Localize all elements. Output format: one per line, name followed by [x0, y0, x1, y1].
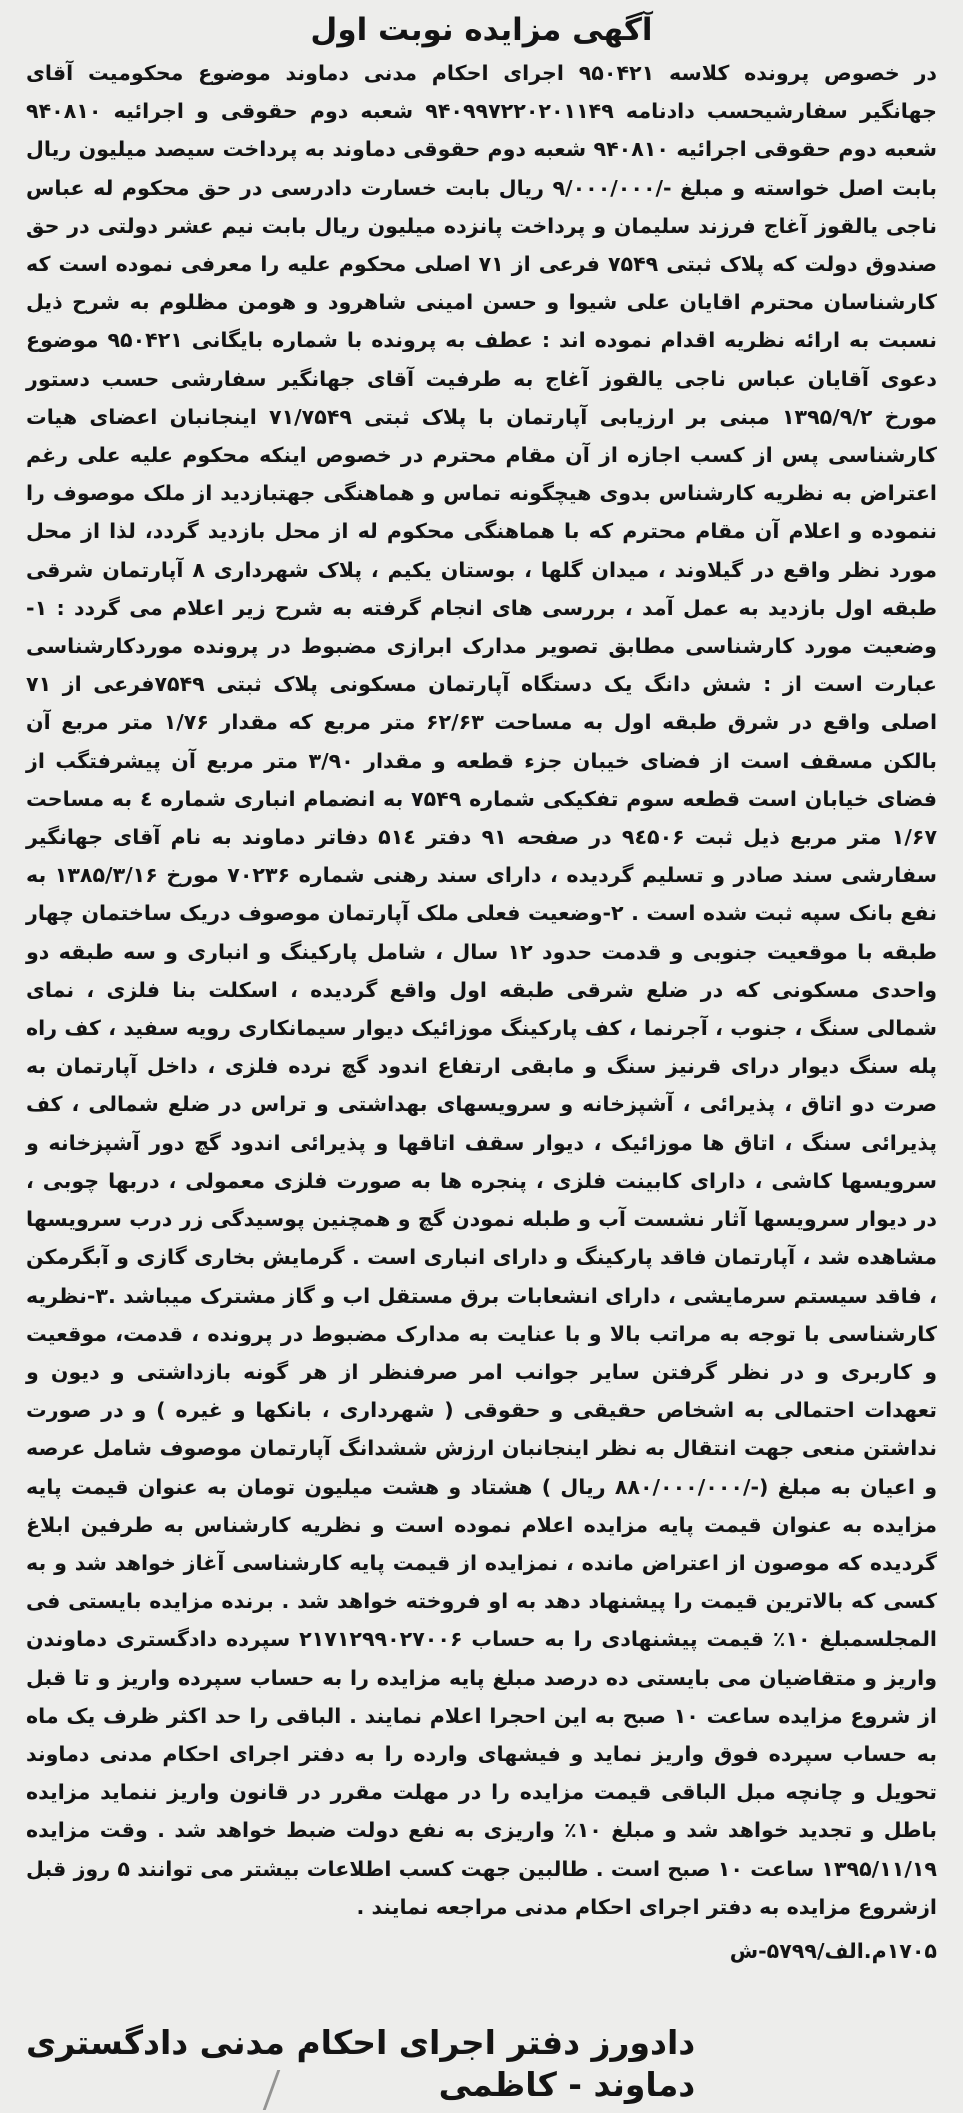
signature-line-1: دادورز دفتر اجرای احکام مدنی دادگستری [26, 2023, 696, 2062]
notice-title: آگهی مزایده نوبت اول [310, 12, 653, 48]
notice-reference: ۱۷۰۵م.الف/۵۷۹۹-ش [729, 1938, 937, 1963]
handwritten-margin-mark [263, 2070, 401, 2110]
notice-body: در خصوص پرونده کلاسه ۹۵۰۴۲۱ اجرای احکام مدنی دماوند موضوع محکومیت آقای جهانگیر سفارشیحسب دادنامه ۹۴۰۹۹۷۲۲۰۲۰۱۱۴۹ شعبه دوم حقوقی و اجرائیه ۹۴۰۸۱۰ شعبه دوم حقوقی اجرائیه ۹۴۰۸۱۰ شعبه دوم حقوقی دماوند به پرداخت سیصد میلیون ریال بابت اصل خواسته و مبلغ -/۹/۰۰۰/۰۰۰ ریال بابت خسارت دادرسی در حق محکوم له عباس ناجی یالقوز آغاج فرزند سلیمان و پرداخت پانزده میلیون ریال بابت نیم عشر دولتی در حق صندوق دولت که پلاک ثبتی ۷۵۴۹ فرعی از ۷۱ اصلی محکوم علیه را معرفی نموده است که کارشناسان محترم اقایان علی شیوا و حسن امینی شاهرود و هومن مظلوم به شرح ذیل نسبت به ارائه نظریه اقدام نموده اند : عطف به پرونده با شماره بایگانی ۹۵۰۴۲۱ موضوع دعوی آقایان عباس ناجی یالقوز آغاج به طرفیت آقای جهانگیر سفارشی حسب دستور مورخ ۱۳۹۵/۹/۲ مبنی بر ارزیابی آپارتمان با پلاک ثبتی ۷۱/۷۵۴۹ اینجانبان اعضای هیات کارشناسی پس از کسب اجازه از آن مقام محترم در خصوص اینکه محکوم علیه علی رغم اعتراض به نظریه کارشناس بدوی هیچگونه تماس و هماهنگی جهتبازدید از ملک موصوف را ننموده و اعلام آن مقام محترم که با هماهنگی محکوم له از محل بازدید گردد، لذا از محل مورد نظر واقع در گیلاوند ، میدان گلها ، بوستان یکیم ، پلاک شهرداری ۸ آپارتمان شرقی طبقه اول بازدید به عمل آمد ، بررسی های انجام گرفته به شرح زیر اعلام می گردد : ۱-وضعیت مورد کارشناسی مطابق تصویر مدارک ابرازی مضبوط در پرونده موردکارشناسی عبارت است از : شش دانگ یک دستگاه آپارتمان مسکونی پلاک ثبتی ۷۵۴۹فرعی از ۷۱ اصلی واقع در شرق طبقه اول به مساحت ۶۲/۶۳ متر مربع که مقدار ۱/۷۶ متر مربع آن بالکن مسقف است از فضای خیبان جزء قطعه و مقدار ۳/۹۰ متر مربع آن پیشرفتگب از فضای خیابان است قطعه سوم تفکیکی شماره ۷۵۴۹ به انضمام انباری شماره ٤ به مساحت ۱/۶۷ متر مربع ذیل ثبت ۹٤۵۰۶ در صفحه ۹۱ دفتر ۵۱٤ دفاتر دماوند به نام آقای جهانگیر سفارشی سند صادر و تسلیم گردیده ، دارای سند رهنی شماره ۷۰۲۳۶ مورخ ۱۳۸۵/۳/۱۶ به نفع بانک سپه ثبت شده است . ۲-وضعیت فعلی ملک آپارتمان موصوف دریک ساختمان چهار طبقه با موقعیت جنوبی و قدمت حدود ۱۲ سال ، شامل پارکینگ و انباری و سه طبقه دو واحدی مسکونی که در ضلع شرقی طبقه اول واقع گردیده ، اسکلت بنا فلزی ، نمای شمالی سنگ ، جنوب ، آجرنما ، کف پارکینگ موزائیک دیوار سیمانکاری رویه سفید ، کف راه پله سنگ دیوار درای قرنیز سنگ و مابقی ارتفاع اندود گچ نرده فلزی ، داخل آپارتمان به صرت دو اتاق ، پذیرائی ، آشپزخانه و سرویسهای بهداشتی و تراس در ضلع شمالی ، کف پذیرائی سنگ ، اتاق ها موزائیک ، دیوار سقف اتاقها و پذیرائی اندود گچ دور آشپزخانه و سرویسها کاشی ، دارای کابینت فلزی ، پنجره ها به صورت فلزی معمولی ، دربها چوبی ، در دیوار سرویسها آثار نشست آب و طبله نمودن گچ و همچنین پوسیدگی زر درب سرویسها مشاهده شد ، آپارتمان فاقد پارکینگ و دارای انباری است . گرمایش بخاری گازی و آبگرمکن ، فاقد سیستم سرمایشی ، دارای انشعابات برق مستقل اب و گاز مشترک میباشد .۳-نظریه کارشناسی با توجه به مراتب بالا و با عنایت به مدارک مضبوط در پرونده ، قدمت، موقعیت و کاربری و در نظر گرفتن سایر جوانب امر صرفنظر از هر گونه بازداشتی و دیون و تعهدات احتمالی به اشخاص حقیقی و حقوقی ( شهرداری ، بانکها و غیره ) و در صورت نداشتن منعی جهت انتقال به نظر اینجانبان ارزش ششدانگ آپارتمان موصوف شامل عرصه و اعیان به مبلغ (-/۸۸۰/۰۰۰/۰۰۰ ریال ) هشتاد و هشت میلیون تومان به عنوان قیمت پایه مزایده به عنوان قیمت پایه مزایده اعلام نموده است و نظریه کارشناس به طرفین ابلاغ گردیده که موصون از اعتراض مانده ، نمزایده از قیمت پایه کارشناسی آغاز خواهد شد و به کسی که بالاترین قیمت را پیشنهاد دهد به او فروخته خواهد شد . برنده مزایده بایستی فی المجلسمبلغ ۱۰٪ قیمت پیشنهادی را به حساب ۲۱۷۱۲۹۹۰۲۷۰۰۶ سپرده دادگستری دماوندن واریز و متقاضیان می بایستی ده درصد مبلغ پایه مزایده را به حساب سپرده واریز و تا قبل از شروع مزایده ساعت ۱۰ صبح به این احجرا اعلام نمایند . الباقی را حد اکثر ظرف یک ماه به حساب سپرده فوق واریز نماید و فیشهای وارده را به دفتر اجرای احکام مدنی دماوند تحویل و چانچه مبل الباقی قیمت مزایده را در مهلت مقرر در قانون واریز ننماید مزایده باطل و تجدید خواهد شد و مبلغ ۱۰٪ واریزی به نفع دولت ضبط خواهد شد . وقت مزایده ۱۳۹۵/۱۱/۱۹ ساعت ۱۰ صبح است . طالبین جهت کسب اطلاعات بیشتر می توانند ۵ روز قبل ازشروع مزایده به دفتر اجرای احکام مدنی مراجعه نمایند . [26, 61, 938, 1919]
notice-footer [26, 1926, 937, 2026]
signature-line-2: دماوند - کاظمی [438, 2065, 696, 2104]
